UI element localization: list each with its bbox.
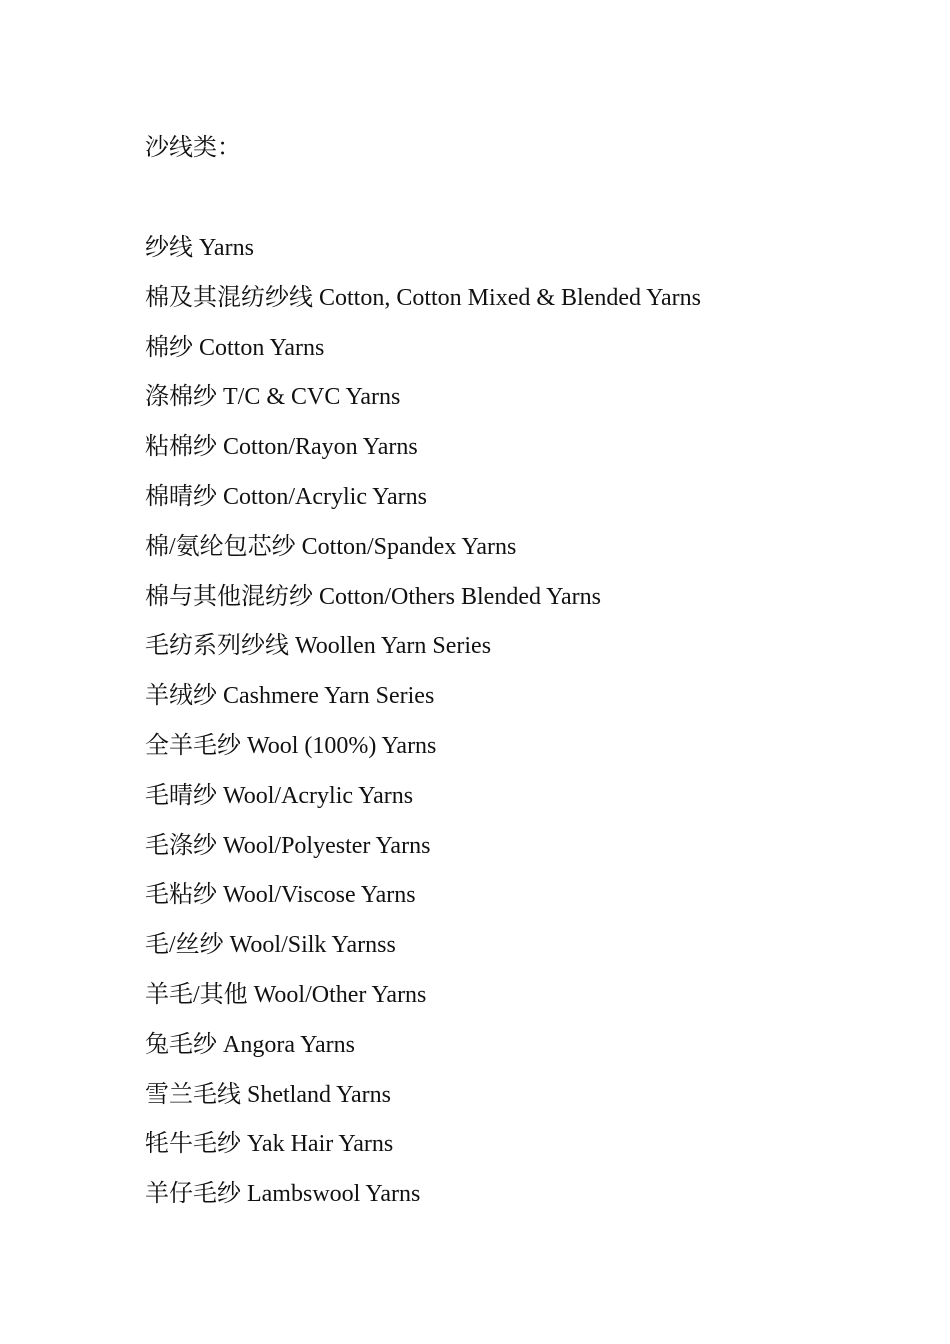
list-item: 毛纺系列纱线 Woollen Yarn Series [145,633,492,660]
list-item: 兔毛纱 Angora Yarns [145,1031,355,1058]
list-item: 毛涤纱 Wool/Polyester Yarns [145,832,431,859]
list-item: 毛/丝纱 Wool/Silk Yarnss [145,932,396,959]
list-item: 毛晴纱 Wool/Acrylic Yarns [145,782,414,809]
list-item: 全羊毛纱 Wool (100%) Yarns [145,732,437,759]
list-item: 纱线 Yarns [145,235,254,261]
list-item: 涤棉纱 T/C & CVC Yarns [145,384,401,411]
list-item: 羊绒纱 Cashmere Yarn Series [145,683,435,710]
section-heading: 沙线类： [145,135,241,161]
list-item: 雪兰毛线 Shetland Yarns [145,1081,392,1108]
yarn-category-list [145,232,701,1228]
list-item: 羊毛/其他 Wool/Other Yarns [145,981,427,1008]
list-item: 粘棉纱 Cotton/Rayon Yarns [145,434,418,461]
list-item: 棉及其混纺纱线 Cotton, Cotton Mixed & Blended Yarns [145,284,702,311]
list-item: 棉纱 Cotton Yarns [145,334,325,361]
list-item: 牦牛毛纱 Yak Hair Yarns [145,1131,394,1158]
list-item: 羊仔毛纱 Lambswool Yarns [145,1181,421,1208]
list-item: 棉/氨纶包芯纱 Cotton/Spandex Yarns [145,533,517,560]
list-item: 毛粘纱 Wool/Viscose Yarns [145,882,416,909]
list-item: 棉与其他混纺纱 Cotton/Others Blended Yarns [145,583,601,610]
list-item: 棉晴纱 Cotton/Acrylic Yarns [145,483,427,510]
